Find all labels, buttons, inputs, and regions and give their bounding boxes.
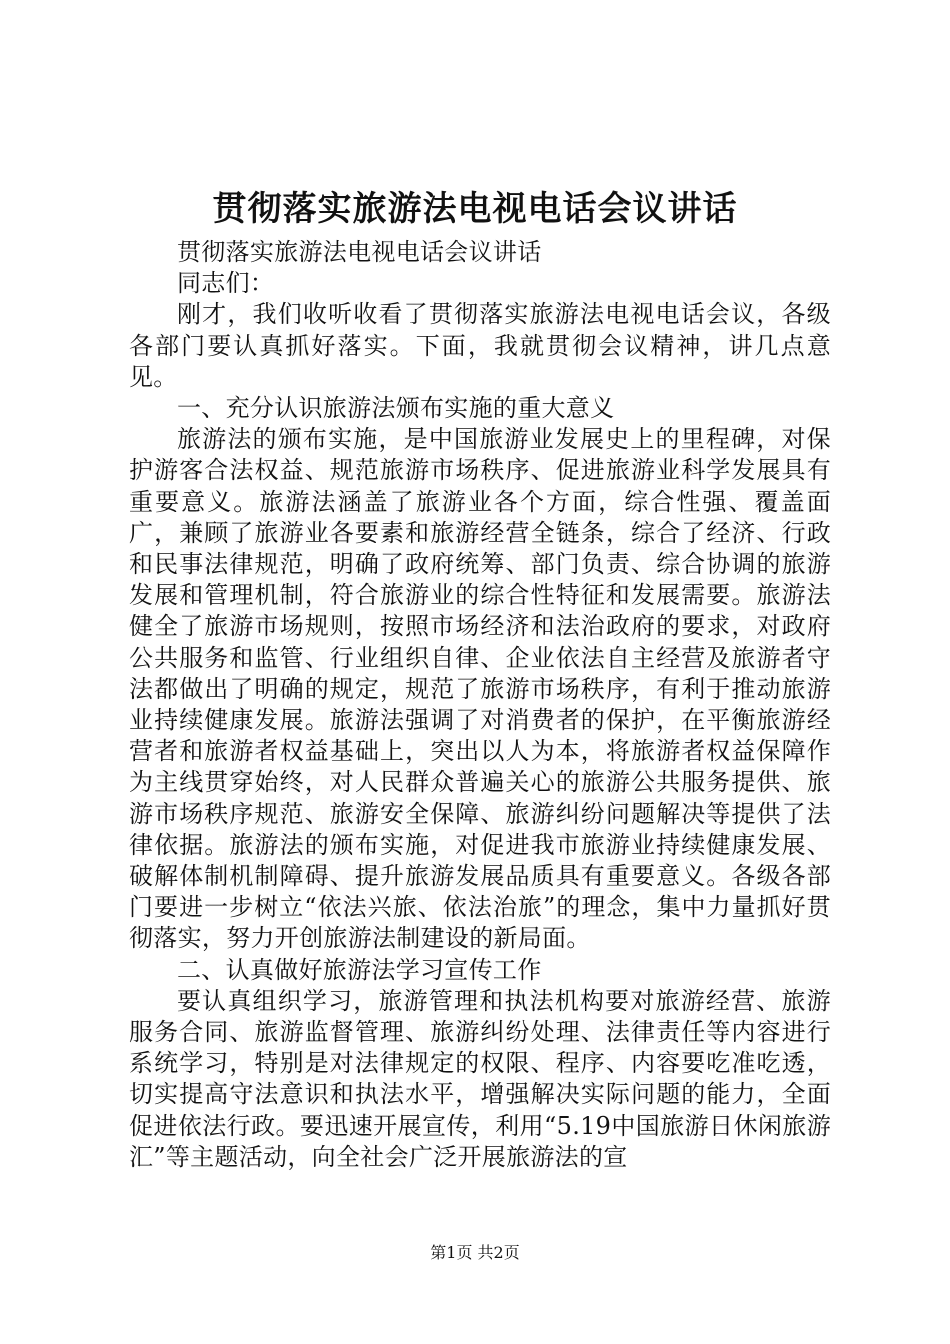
salutation-paragraph: 同志们： (177, 269, 275, 298)
section-body-1: 旅游法的颁布实施，是中国旅游业发展史上的里程碑，对保护游客合法权益、规范旅游市场秩序、促进旅游业科学发展具有重要意义。旅游法涵盖了旅游业各个方面，综合性强、覆盖面广，兼顾了旅游业各要素和旅游经营全链条，综合了经济、行政和民事法律规范，明确了政府统筹、部门负责、综合协调的旅游发展和管理机制，符合旅游业的综合性特征和发展需要。旅游法健全了旅游市场规则，按照市场经济和法治政府的要求，对政府公共服务和监管、行业组织自律、企业依法自主经营及旅游者守法都做出了明确的规定，规范了旅游市场秩序，有利于推动旅游业持续健康发展。旅游法强调了对消费者的保护，在平衡旅游经营者和旅游者权益基础上，突出以人为本，将旅游者权益保障作为主线贯穿始终，对人民群众普遍关心的旅游公共服务提供、旅游市场秩序规范、旅游安全保障、旅游纠纷问题解决等提供了法律依据。旅游法的颁布实施，对促进我市旅游业持续健康发展、破解体制机制障碍、提升旅游发展品质具有重要意义。各级各部门要进一步树立“依法兴旅、依法治旅”的理念，集中力量抓好贯彻落实，努力开创旅游法制建设的新局面。 (129, 425, 831, 953)
subtitle-paragraph: 贯彻落实旅游法电视电话会议讲话 (177, 238, 542, 266)
document-body (129, 237, 831, 1173)
section-body-2: 要认真组织学习，旅游管理和执法机构要对旅游经营、旅游服务合同、旅游监督管理、旅游纠纷处理、法律责任等内容进行系统学习，特别是对法律规定的权限、程序、内容要吃准吃透，切实提高守法意识和执法水平，增强解决实际问题的能力，全面促进依法行政。要迅速开展宣传，利用“5.19中国旅游日休闲旅游汇”等主题活动，向全社会广泛开展旅游法的宣 (129, 986, 831, 1171)
section-heading-2: 二、认真做好旅游法学习宣传工作 (177, 955, 542, 984)
page-footer: 第1页 共2页 (430, 1243, 520, 1262)
intro-paragraph: 刚才，我们收听收看了贯彻落实旅游法电视电话会议，各级各部门要认真抓好落实。下面，我就贯彻会议精神，讲几点意见。 (129, 300, 831, 391)
section-heading-1: 一、充分认识旅游法颁布实施的重大意义 (177, 394, 615, 423)
document-title: 贯彻落实旅游法电视电话会议讲话 (212, 189, 738, 229)
